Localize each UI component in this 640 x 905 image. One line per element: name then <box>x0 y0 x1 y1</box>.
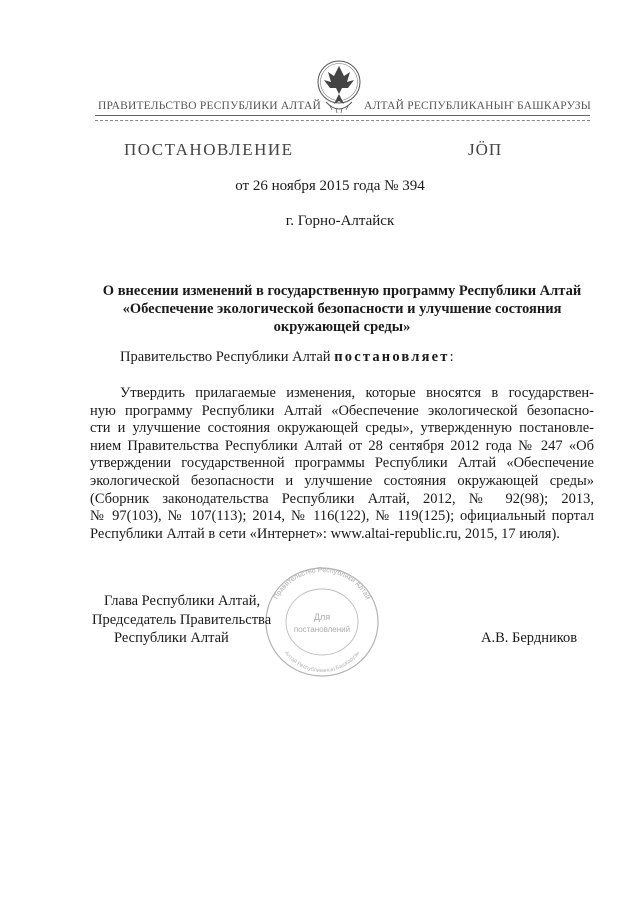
body-line: Утвердить прилагаемые изменения, которые вносятся в государствен- <box>120 385 594 401</box>
signatory-title-2: Председатель Правительства <box>92 612 272 628</box>
svg-text:Правительство Республики Алтай <box>273 567 372 601</box>
title-line: окружающей среды» <box>273 319 411 335</box>
body-line: (Сборник законодательства Республики Алтай, 2012, № 92(98); 2013, <box>90 490 594 507</box>
body-line: № 97(103), № 107(113); 2014, № 116(122), № 119(125); официальный портал <box>90 508 594 525</box>
body-paragraph <box>90 385 594 543</box>
stamp-center-2: постановлений <box>293 625 351 634</box>
date-number: от 26 ноября 2015 года № 394 <box>235 178 425 194</box>
title-line: «Обеспечение экологической безопасности и улучшение состояния <box>122 301 562 317</box>
signatory-name: А.В. Бердников <box>481 630 578 646</box>
body-line: нием Правительства Республики Алтай от 28 сентября 2012 года № 247 «Об <box>90 437 594 454</box>
title-line: О внесении изменений в государственную программу Республики Алтай <box>102 283 582 299</box>
decree-line <box>120 349 454 366</box>
body-line: экологической безопасности и улучшение состояния окружающей среды» <box>90 472 594 489</box>
body-line: утверждении государственной программы Республики Алтай «Обеспечение <box>90 455 594 472</box>
svg-text:Алтай Республиканың Башкарузы <box>283 650 361 674</box>
doc-type-ru: ПОСТАНОВЛЕНИЕ <box>124 140 294 159</box>
body-line: сти и улучшение состояния окружающей среды», утвержденную постановле- <box>90 420 594 437</box>
doc-type-alt: ЈӦП <box>468 140 503 159</box>
body-line: ную программу Республики Алтай «Обеспечение экологической безопасно- <box>90 402 594 419</box>
decree-suffix: : <box>449 349 454 365</box>
city: г. Горно-Алтайск <box>285 213 395 229</box>
decree-verb: постановляет <box>334 349 450 365</box>
official-stamp <box>258 562 386 680</box>
header-rule <box>95 115 590 116</box>
signatory-title-3: Республики Алтай <box>114 630 229 646</box>
decree-prefix: Правительство Республики Алтай <box>120 349 335 365</box>
header-left: ПРАВИТЕЛЬСТВО РЕСПУБЛИКИ АЛТАЙ <box>98 100 322 112</box>
stamp-ring-top: Правительство Республики Алтай <box>272 566 372 601</box>
document-title <box>90 282 594 336</box>
stamp-center-1: Для <box>313 612 331 622</box>
signatory-title-1: Глава Республики Алтай, <box>104 593 261 609</box>
header-rule-dashed <box>95 120 590 121</box>
coat-of-arms-emblem <box>314 58 364 120</box>
header-right: АЛТАЙ РЕСПУБЛИКАНЫҤ БАШКАРУЗЫ <box>364 100 591 112</box>
stamp-ring-bottom: Алтай Республиканың Башкарузы <box>282 650 362 675</box>
body-line: Республики Алтай в сети «Интернет»: www.altai-republic.ru, 2015, 17 июля). <box>90 525 560 542</box>
